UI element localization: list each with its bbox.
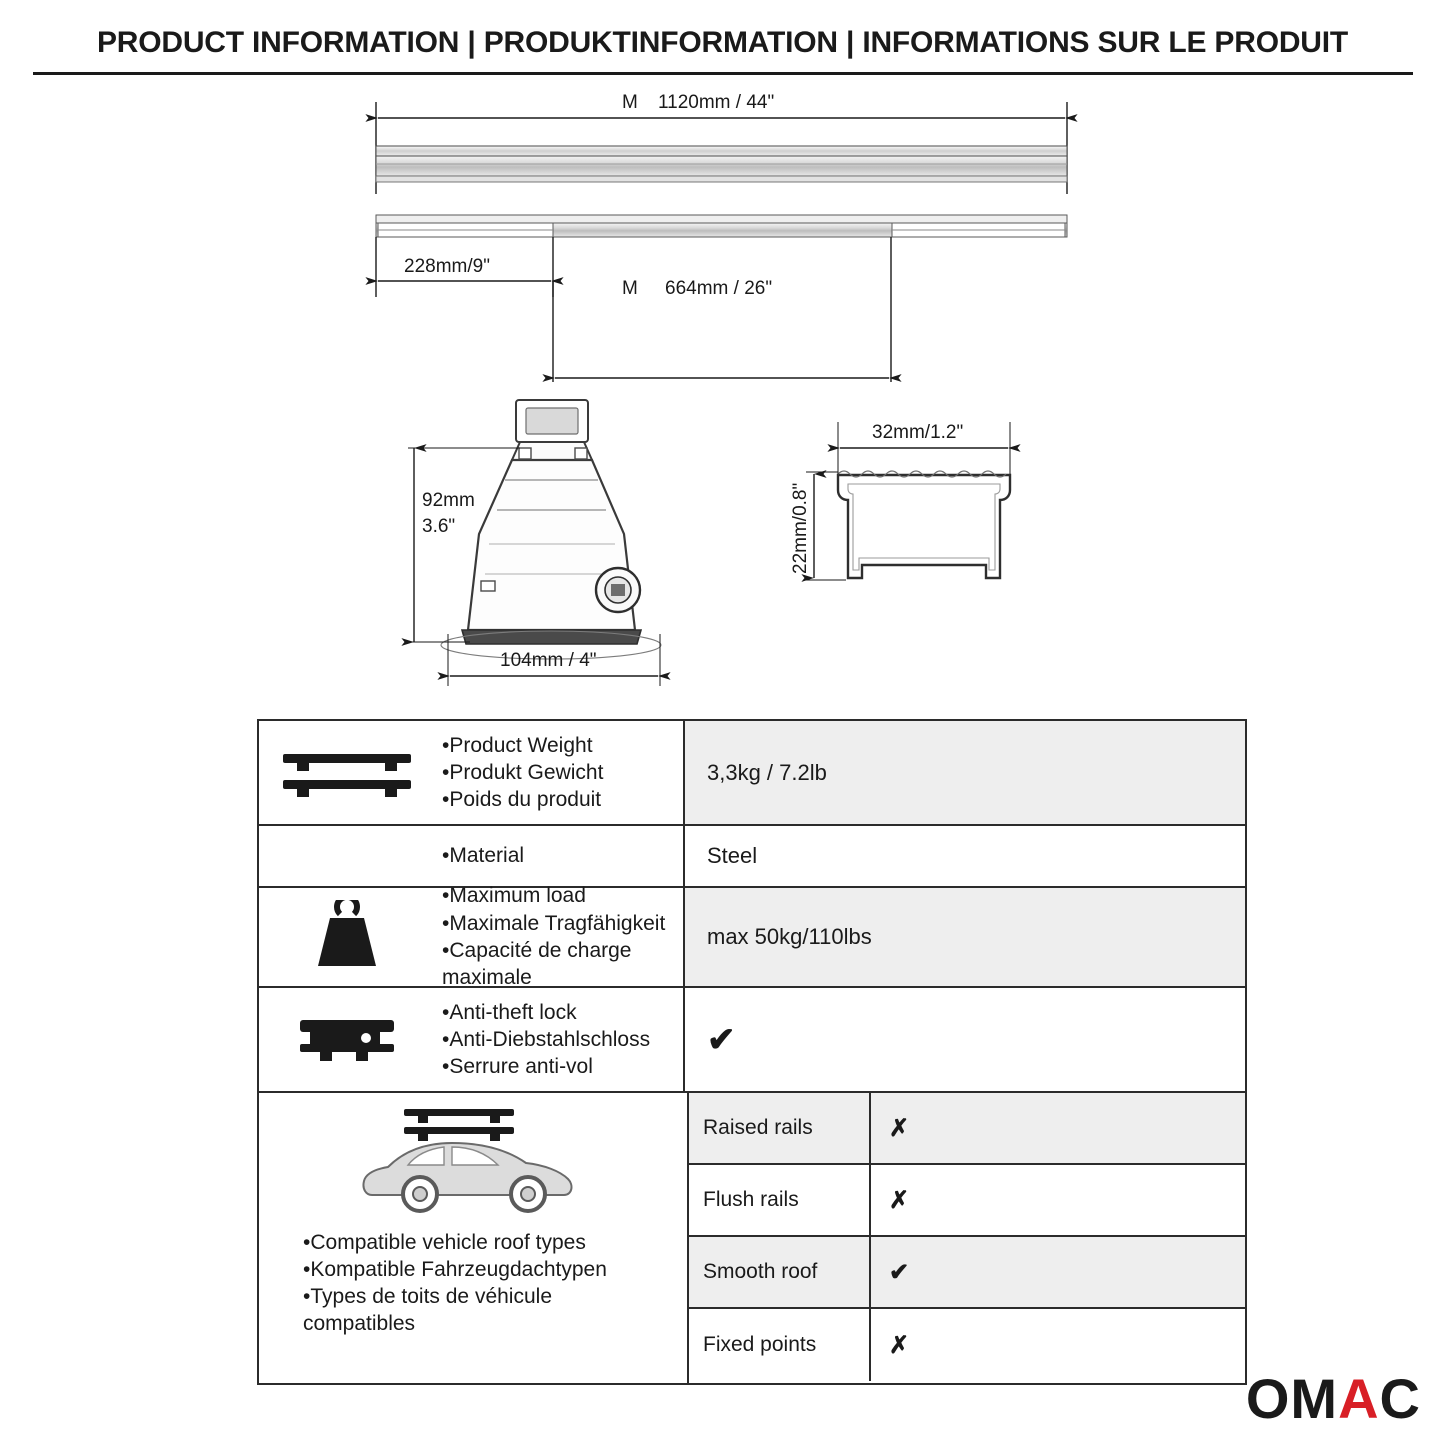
compat-row-flush-rails (689, 1165, 1245, 1237)
weight-label-en: •Product Weight (442, 733, 593, 757)
header-divider (33, 72, 1413, 75)
technical-drawing (0, 82, 1445, 712)
compat-row-raised-rails (689, 1093, 1245, 1165)
dim-profile-height-value: 22mm/0.8" (790, 482, 811, 574)
compat-label-fr-cont: compatibles (303, 1311, 416, 1335)
dim-spread-value: 664mm / 26" (665, 278, 773, 299)
compat-row-smooth-roof (689, 1237, 1245, 1309)
compat-mark-smooth-roof: ✔ (871, 1237, 1245, 1307)
compat-name-smooth-roof: Smooth roof (689, 1237, 871, 1307)
logo-part-om: OM (1245, 1367, 1339, 1430)
spec-table (257, 719, 1247, 1385)
max-load-value: max 50kg/110lbs (685, 888, 1245, 986)
dim-foot-width-value: 104mm / 4" (500, 650, 597, 671)
dim-foot-height-line1: 92mm (422, 490, 475, 511)
dim-end-offset-value: 228mm/9" (404, 256, 490, 277)
lock-icon (259, 988, 434, 1091)
compatibility-list (689, 1093, 1245, 1383)
dim-bar-length-prefix: M (622, 92, 638, 113)
compatibility-label-cell (259, 1093, 689, 1383)
dim-spread-prefix: M (622, 278, 638, 299)
lock-label-fr: •Serrure anti-vol (442, 1055, 593, 1079)
compat-label-de: •Kompatible Fahrzeugdachtypen (303, 1257, 607, 1281)
crossbar-top-view (376, 215, 1067, 237)
compat-mark-raised-rails: ✗ (871, 1093, 1245, 1163)
compat-label-fr: •Types de toits de véhicule (303, 1284, 552, 1308)
weight-label-cell (434, 721, 685, 824)
compat-name-raised-rails: Raised rails (689, 1093, 871, 1163)
table-row-max-load (259, 884, 1245, 990)
material-value: Steel (707, 843, 758, 868)
dim-profile-width-value: 32mm/1.2" (872, 422, 964, 443)
table-row-weight (259, 721, 1245, 826)
crossbars-icon (259, 721, 434, 824)
dim-spread (553, 237, 891, 382)
table-row-compatibility (259, 1093, 1245, 1383)
bar-cross-section (838, 471, 1010, 578)
lock-label-cell (434, 988, 685, 1091)
table-row-anti-theft-lock (259, 988, 1245, 1093)
weight-label-fr: •Poids du produit (442, 788, 602, 812)
compat-label-en: •Compatible vehicle roof types (303, 1231, 586, 1254)
material-label-cell (434, 826, 685, 886)
dim-bar-length-value: 1120mm / 44" (658, 92, 775, 113)
material-label: •Material (442, 844, 525, 868)
weight-icon (259, 888, 434, 986)
max-load-label-de: •Maximale Tragfähigkeit (442, 911, 666, 935)
compat-name-flush-rails: Flush rails (689, 1165, 871, 1235)
lock-label-en: •Anti-theft lock (442, 1000, 577, 1024)
compat-mark-flush-rails: ✗ (889, 1186, 910, 1214)
material-icon-placeholder (259, 826, 434, 886)
max-load-label-fr: •Capacité de charge maximale (442, 939, 632, 990)
weight-value: 3,3kg / 7.2lb (685, 721, 1245, 824)
logo-part-a: A (1338, 1367, 1380, 1430)
page-header (0, 26, 1445, 75)
brand-logo (1245, 1367, 1421, 1430)
compat-name-fixed-points: Fixed points (689, 1309, 871, 1381)
car-with-rack-icon (348, 1099, 598, 1224)
compat-mark-fixed-points: ✗ (889, 1331, 910, 1359)
max-load-label-en: •Maximum load (442, 884, 586, 908)
logo-part-c: C (1379, 1367, 1421, 1430)
crossbar-front-view (376, 146, 1067, 182)
max-load-label-cell (434, 884, 685, 990)
foot-front-view (441, 400, 661, 659)
lock-check-icon: ✔ (707, 1020, 736, 1059)
table-row-material (259, 826, 1245, 888)
dim-foot-height-line2: 3.6" (422, 516, 456, 537)
lock-label-de: •Anti-Diebstahlschloss (442, 1027, 651, 1051)
page-title: PRODUCT INFORMATION | PRODUKTINFORMATION | INFORMATIONS SUR LE PRODUIT (96, 26, 1349, 59)
compat-row-fixed-points (689, 1309, 1245, 1381)
lock-value (685, 988, 1245, 1091)
weight-label-de: •Produkt Gewicht (442, 760, 604, 784)
